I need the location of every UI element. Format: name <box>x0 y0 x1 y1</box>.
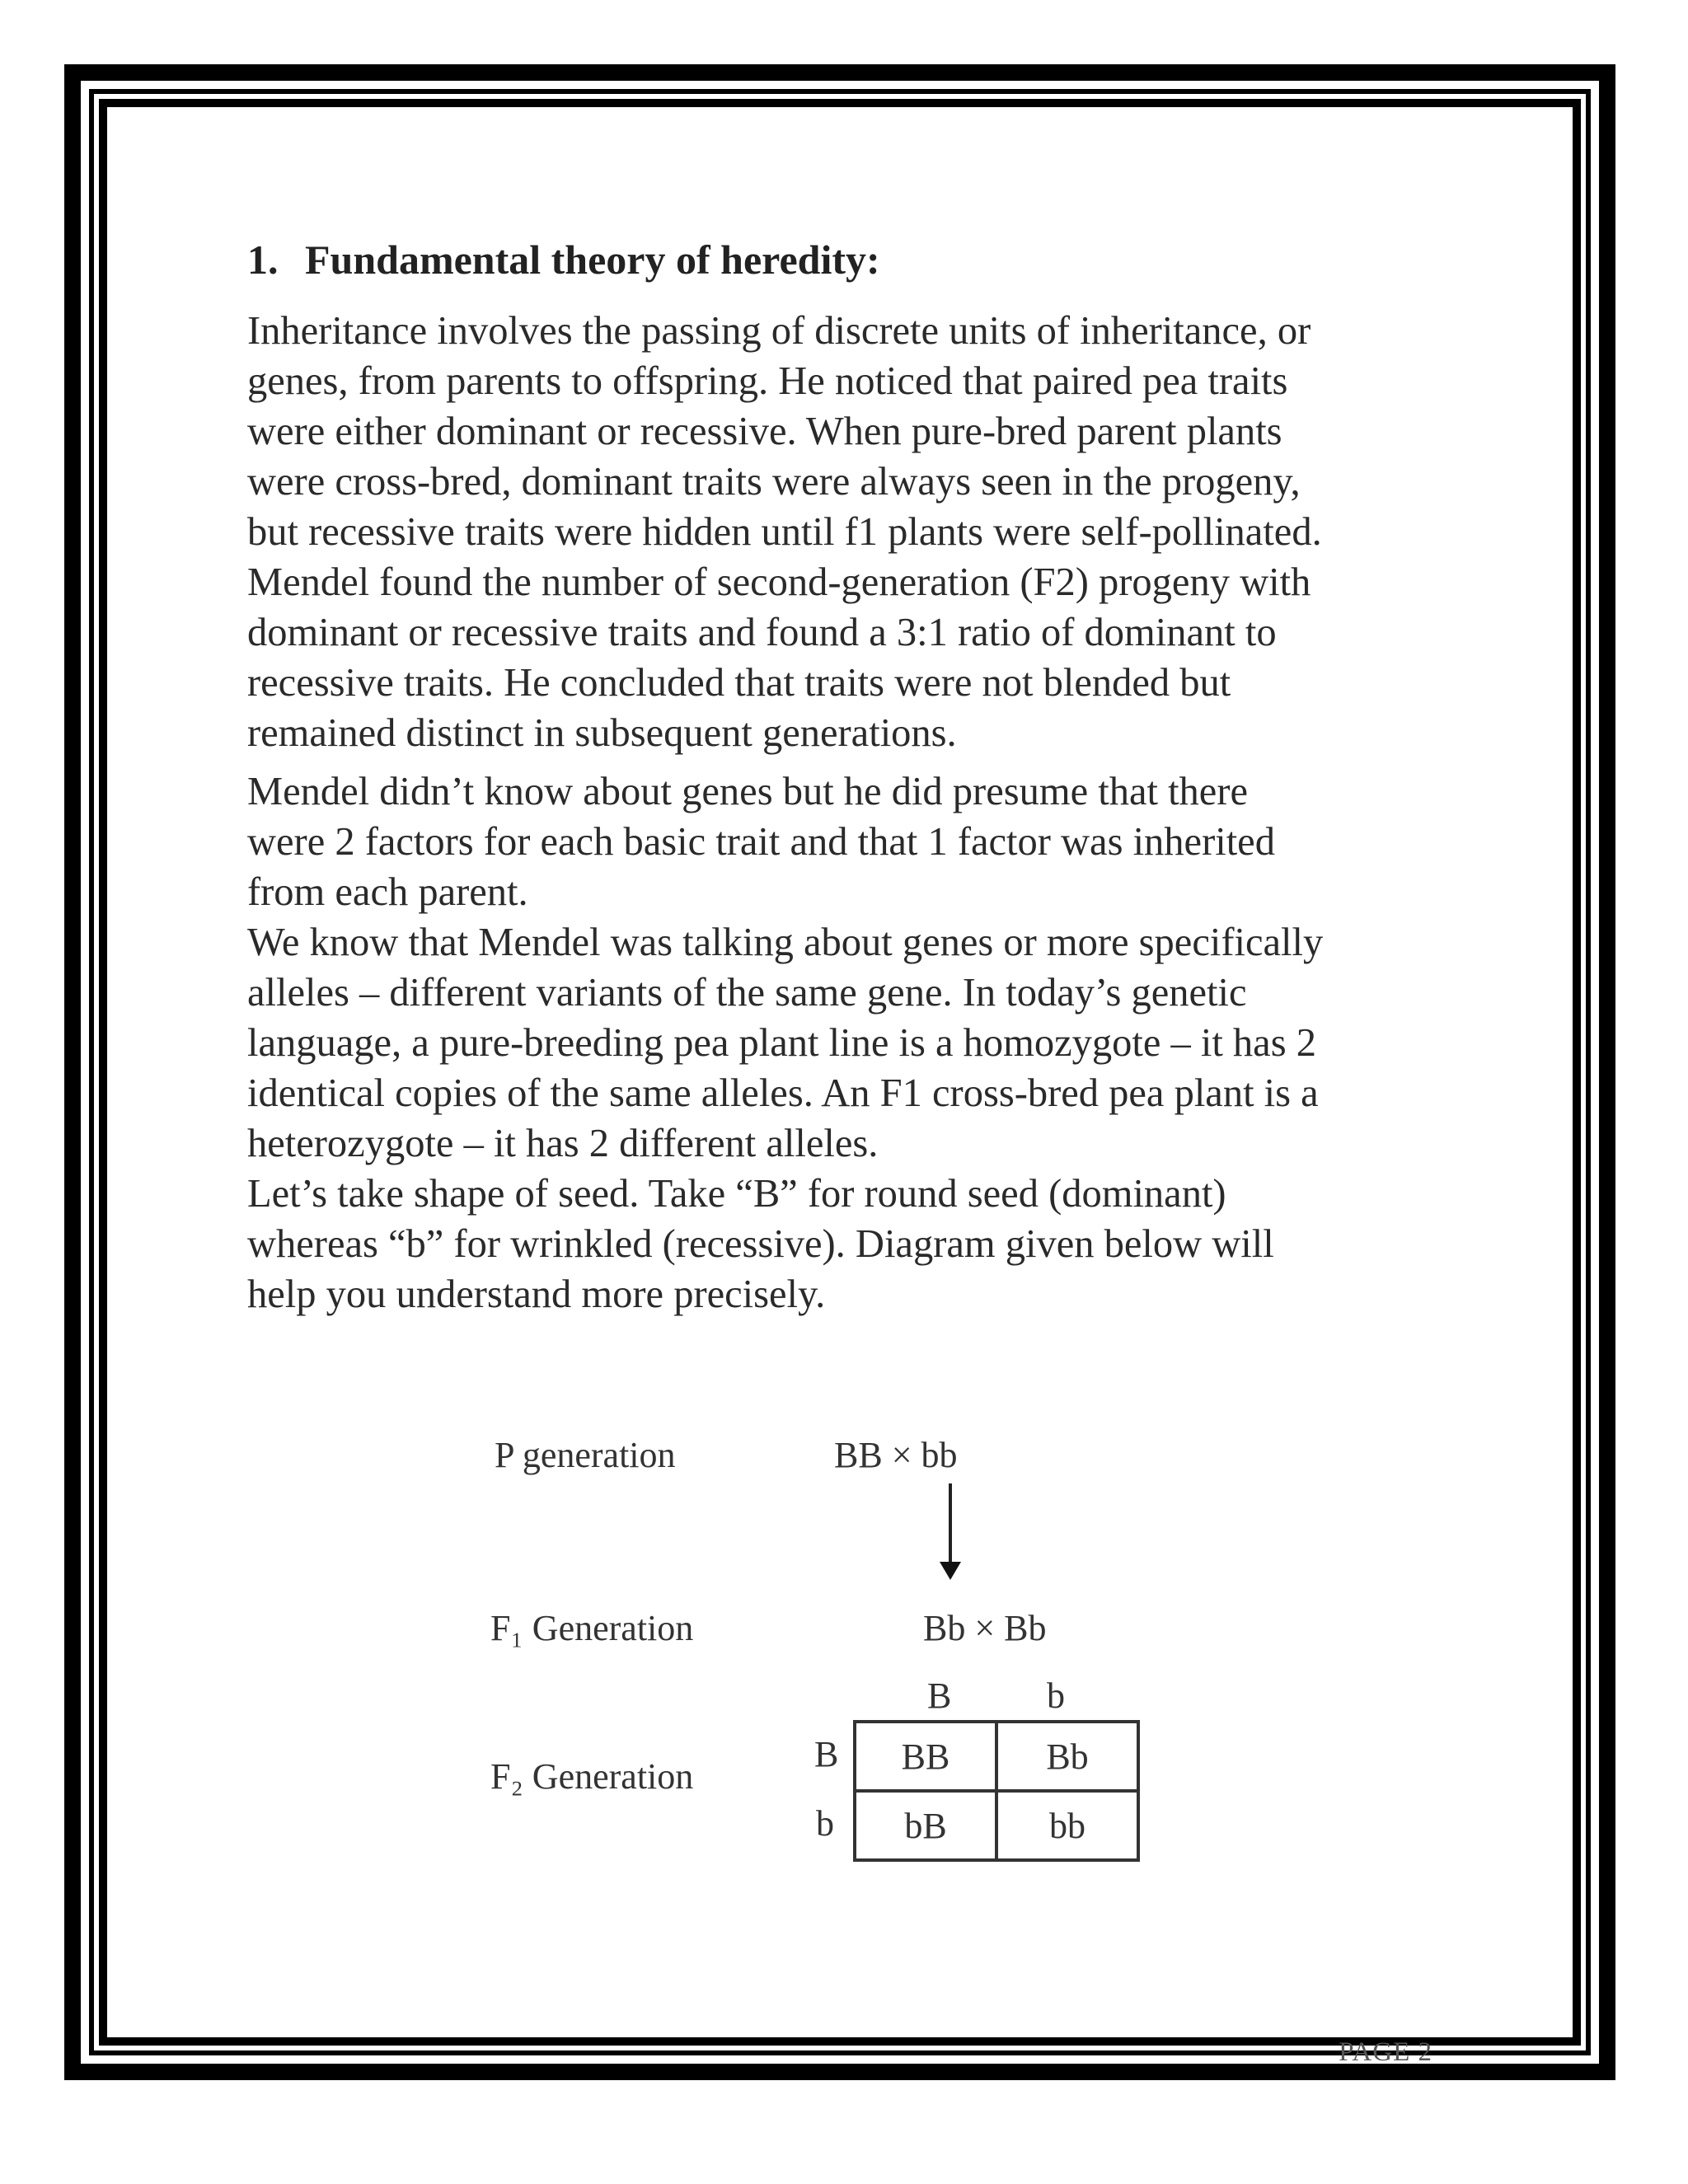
paragraph-inheritance <box>247 306 1484 758</box>
arrow-down-icon <box>949 1483 952 1566</box>
text-line: Inheritance involves the passing of discrete units of inheritance, or <box>247 309 1311 353</box>
punnett-cell: Bb <box>996 1722 1138 1791</box>
section-heading <box>247 235 1484 284</box>
text-line: Mendel found the number of second-generation (F2) progeny with <box>247 560 1311 604</box>
text-line: Let’s take shape of seed. Take “B” for round seed (dominant) <box>247 1172 1226 1216</box>
text-line: alleles – different variants of the same gene. In today’s genetic <box>247 971 1247 1015</box>
f2-generation-label: F₂ Generation <box>490 1756 694 1797</box>
punnett-col-header: B <box>927 1675 952 1716</box>
section-title: Fundamental theory of heredity: <box>305 237 880 283</box>
page-number: PAGE 2 <box>1339 2037 1432 2067</box>
punnett-row <box>855 1791 1138 1860</box>
section-number: 1. <box>247 237 279 283</box>
text-line: recessive traits. He concluded that traits were not blended but <box>247 661 1231 705</box>
arrowhead-icon <box>940 1562 961 1580</box>
text-line: help you understand more precisely. <box>247 1272 826 1316</box>
punnett-cell: bb <box>996 1791 1138 1860</box>
punnett-col-header: b <box>1047 1675 1065 1716</box>
p-generation-label: P generation <box>495 1435 676 1475</box>
punnett-cell: bB <box>855 1791 996 1860</box>
text-line: were 2 factors for each basic trait and that 1 factor was inherited <box>247 820 1275 864</box>
punnett-square <box>853 1720 1140 1862</box>
text-line: but recessive traits were hidden until f1 plants were self-pollinated. <box>247 510 1322 554</box>
text-line: Mendel didn’t know about genes but he did presume that there <box>247 770 1249 813</box>
text-line: We know that Mendel was talking about genes or more specifically <box>247 921 1324 964</box>
text-line: whereas “b” for wrinkled (recessive). Diagram given below will <box>247 1222 1274 1266</box>
page-content <box>247 235 1484 1319</box>
text-line: remained distinct in subsequent generations. <box>247 711 957 755</box>
punnett-row <box>855 1722 1138 1791</box>
p-generation-cross: BB × bb <box>834 1435 958 1475</box>
f1-generation-label: F₁ Generation <box>490 1608 694 1648</box>
text-line: language, a pure-breeding pea plant line is a homozygote – it has 2 <box>247 1021 1316 1065</box>
text-line: from each parent. <box>247 870 528 914</box>
paragraph-mendel-genes <box>247 766 1484 1319</box>
f1-generation-cross: Bb × Bb <box>923 1608 1047 1648</box>
punnett-row-header: b <box>816 1803 834 1844</box>
text-line: dominant or recessive traits and found a 3:1 ratio of dominant to <box>247 611 1277 654</box>
text-line: genes, from parents to offspring. He noticed that paired pea traits <box>247 359 1288 403</box>
text-line: identical copies of the same alleles. An F1 cross-bred pea plant is a <box>247 1071 1319 1115</box>
text-line: were cross-bred, dominant traits were always seen in the progeny, <box>247 460 1301 504</box>
punnett-row-header: B <box>814 1734 839 1774</box>
inheritance-diagram <box>478 1418 1179 1879</box>
text-line: heterozygote – it has 2 different alleles. <box>247 1122 879 1165</box>
text-line: were either dominant or recessive. When pure-bred parent plants <box>247 410 1282 453</box>
punnett-cell: BB <box>855 1722 996 1791</box>
